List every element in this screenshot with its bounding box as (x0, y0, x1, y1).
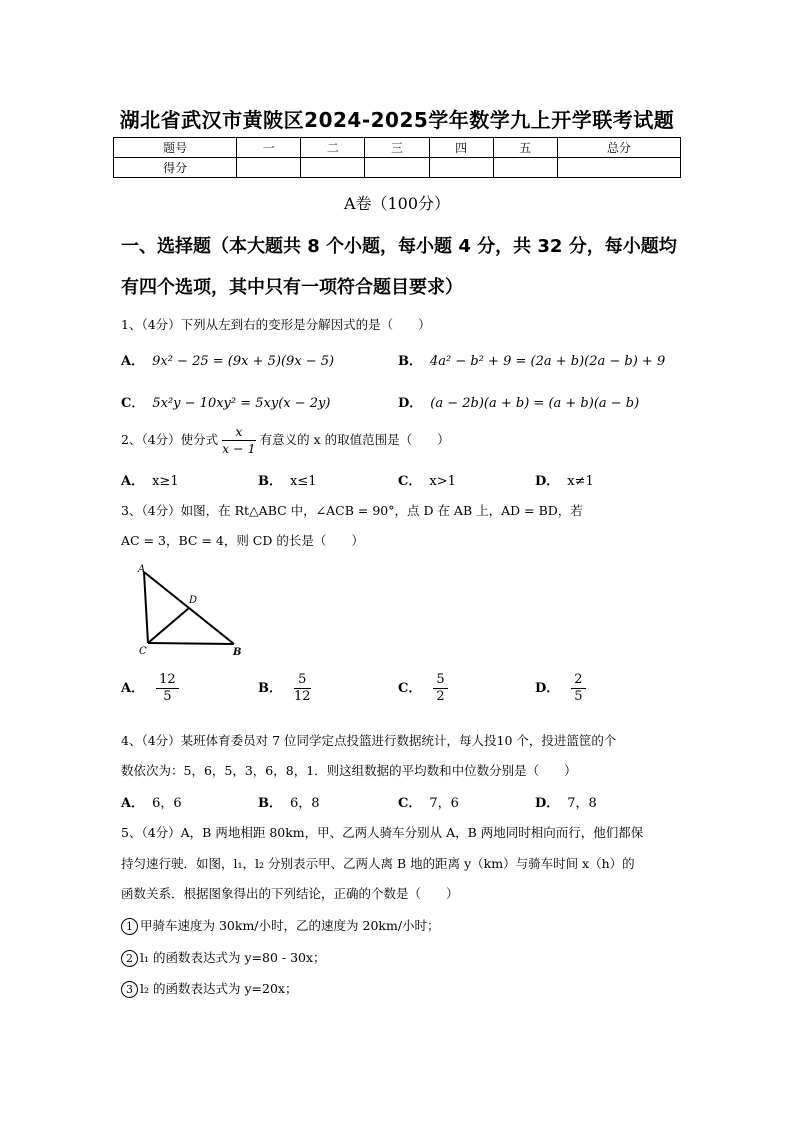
q5-statement-3 (121, 979, 297, 998)
option-letter: B． (258, 474, 282, 489)
q4-option-d (535, 792, 597, 811)
q1-stem: 1、（4分）下列从左到右的变形是分解因式的是（ ） (121, 317, 431, 332)
score-header-cell: 题号 (114, 138, 237, 158)
fraction-numerator: 5 (433, 672, 447, 689)
score-cell[interactable] (557, 158, 680, 178)
option-letter: C． (398, 681, 422, 696)
q4-option-a (121, 792, 182, 811)
q3-option-d (535, 672, 590, 705)
q5-statement-1-text: 甲骑车速度为 30km/小时，乙的速度为 20km/小时； (140, 918, 440, 933)
option-letter: A． (121, 796, 145, 811)
q1-option-b-text: 4a² − b² + 9 = (2a + b)(2a − b) + 9 (430, 354, 666, 369)
q2-option-d-text: x≠1 (567, 474, 594, 489)
q5-statement-2 (121, 948, 326, 967)
q1-option-d (398, 392, 639, 411)
option-letter: D． (535, 681, 560, 696)
score-table (113, 137, 681, 178)
option-letter: B． (398, 354, 422, 369)
q3-label-d: D (189, 595, 198, 606)
q5-stem-line1: 5、（4分）A，B 两地相距 80km，甲、乙两人骑车分别从 A，B 两地同时相向而行，他们都保 (121, 825, 644, 840)
q3-stem-line1: 3、（4分）如图，在 Rt△ABC 中，∠ACB = 90°，点 D 在 AB 上，AD = BD，若 (121, 503, 583, 518)
q5-stem-line3: 函数关系．根据图象得出的下列结论，正确的个数是（ ） (121, 886, 459, 901)
score-cell[interactable] (493, 158, 557, 178)
q2-option-d (535, 470, 594, 489)
score-cell[interactable] (365, 158, 429, 178)
q5-statement-1 (121, 916, 440, 935)
score-header-cell: 五 (493, 138, 557, 158)
circled-number: 2 (121, 950, 138, 967)
option-letter: C． (398, 474, 422, 489)
score-row-label: 得分 (114, 158, 237, 178)
score-table-score-row (114, 158, 681, 178)
q4-option-d-text: 7，8 (567, 796, 597, 811)
circled-number: 1 (121, 918, 138, 935)
q3-segment-cd (148, 608, 189, 643)
fraction-numerator: 12 (156, 672, 179, 689)
q2-stem-post: 有意义的 x 的取值范围是（ ） (259, 432, 450, 447)
score-table-header-row (114, 138, 681, 158)
score-cell[interactable] (237, 158, 301, 178)
q4-option-a-text: 6，6 (152, 796, 182, 811)
score-header-cell: 四 (429, 138, 493, 158)
score-header-cell: 二 (301, 138, 365, 158)
q2-fraction (222, 424, 255, 457)
q3-option-b (258, 672, 315, 705)
circled-number: 3 (121, 981, 138, 998)
q2-option-a-text: x≥1 (152, 474, 179, 489)
score-header-cell: 三 (365, 138, 429, 158)
q1-option-b (398, 350, 665, 369)
q2-stem (121, 424, 450, 457)
section-a-heading: A卷（100分） (343, 194, 451, 213)
option-letter: D． (535, 474, 560, 489)
q3-side-cb (148, 643, 234, 644)
score-header-cell: 一 (237, 138, 301, 158)
q3-option-a-fraction (156, 672, 179, 705)
q4-option-c-text: 7，6 (429, 796, 459, 811)
q3-option-c (398, 672, 452, 705)
option-letter: C． (121, 396, 145, 411)
q5-statement-2-text: l₁ 的函数表达式为 y=80 - 30x； (140, 950, 326, 965)
part1-heading-line1: 一、选择题（本大题共 8 个小题，每小题 4 分，共 32 分，每小题均 (121, 236, 677, 257)
option-letter: B． (258, 681, 282, 696)
q3-stem-line2: AC = 3，BC = 4，则 CD 的长是（ ） (121, 533, 364, 548)
q3-option-b-fraction (294, 672, 311, 705)
score-header-cell: 总分 (557, 138, 680, 158)
q2-option-c (398, 470, 456, 489)
q4-stem-line1: 4、（4分）某班体育委员对 7 位同学定点投篮进行数据统计，每人投10 个，投进篮筐的个 (121, 733, 617, 748)
q4-stem-line2: 数依次为：5，6，5，3，6，8，1．则这组数据的平均数和中位数分别是（ ） (121, 763, 577, 778)
q3-label-a: A (138, 564, 146, 575)
option-letter: A． (121, 474, 145, 489)
q1-option-c-text: 5x²y − 10xy² = 5xy(x − 2y) (152, 396, 331, 411)
q2-fraction-numerator: x (222, 424, 255, 441)
fraction-numerator: 2 (571, 672, 585, 689)
option-letter: D． (398, 396, 423, 411)
q3-option-d-fraction (571, 672, 585, 705)
q3-triangle-figure (128, 560, 248, 660)
q2-option-a (121, 470, 179, 489)
q1-option-a (121, 350, 334, 369)
exam-title: 湖北省武汉市黄陂区2024-2025学年数学九上开学联考试题 (119, 108, 675, 132)
fraction-denominator: 5 (163, 689, 172, 704)
q4-option-c (398, 792, 459, 811)
q2-option-c-text: x>1 (429, 474, 456, 489)
q3-side-ac (144, 572, 148, 643)
fraction-denominator: 5 (574, 689, 583, 704)
q3-option-a (121, 672, 183, 705)
option-letter: C． (398, 796, 422, 811)
q1-option-c (121, 392, 330, 411)
q5-stem-line2: 持匀速行驶．如图，l₁，l₂ 分别表示甲、乙两人离 B 地的距离 y（km）与骑车时间 x（h）的 (121, 856, 635, 871)
q2-option-b (258, 470, 317, 489)
q2-stem-pre: 2、（4分）使分式 (121, 432, 219, 447)
score-cell[interactable] (301, 158, 365, 178)
q3-option-c-fraction (433, 672, 447, 705)
q4-option-b-text: 6，8 (290, 796, 320, 811)
q1-option-a-text: 9x² − 25 = (9x + 5)(9x − 5) (152, 354, 335, 369)
fraction-denominator: 12 (294, 689, 311, 704)
option-letter: D． (535, 796, 560, 811)
score-cell[interactable] (429, 158, 493, 178)
q2-fraction-denominator: x − 1 (222, 441, 256, 456)
option-letter: B． (258, 796, 282, 811)
q1-option-d-text: (a − 2b)(a + b) = (a + b)(a − b) (430, 396, 640, 411)
q3-label-b: B (233, 647, 242, 658)
option-letter: A． (121, 681, 145, 696)
fraction-denominator: 2 (436, 689, 445, 704)
option-letter: A． (121, 354, 145, 369)
fraction-numerator: 5 (294, 672, 311, 689)
q3-label-c: C (139, 646, 147, 657)
q2-option-b-text: x≤1 (290, 474, 317, 489)
q5-statement-3-text: l₂ 的函数表达式为 y=20x； (140, 981, 298, 996)
q4-option-b (258, 792, 320, 811)
part1-heading-line2: 有四个选项，其中只有一项符合题目要求） (121, 277, 463, 298)
